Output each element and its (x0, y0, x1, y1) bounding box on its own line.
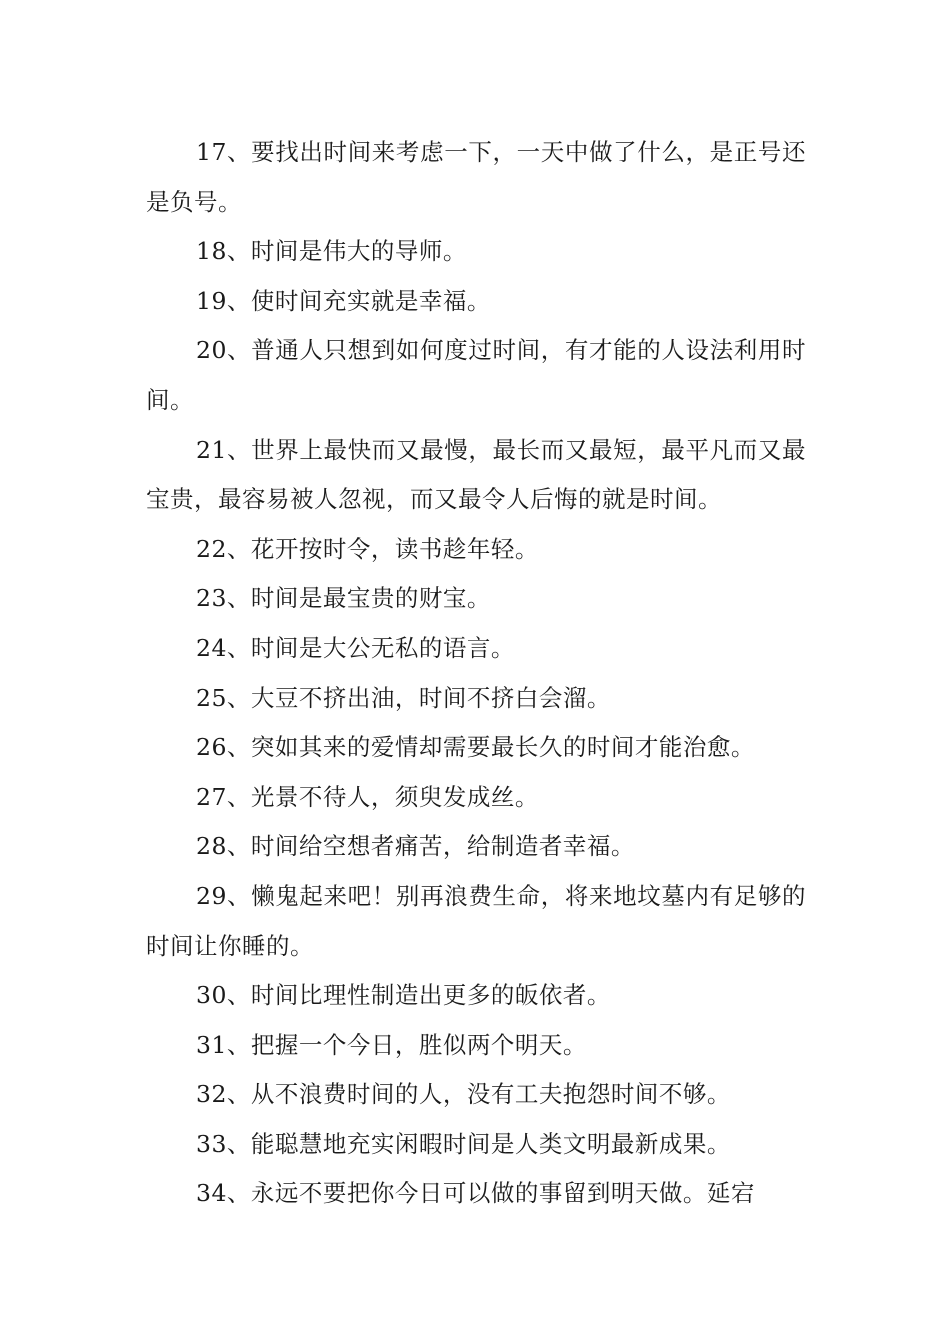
quote-paragraph-19: 19、使时间充实就是幸福。 (196, 286, 491, 315)
quote-paragraph-33: 33、能聪慧地充实闲暇时间是人类文明最新成果。 (196, 1129, 731, 1158)
quote-paragraph-29: 29、懒鬼起来吧！别再浪费生命，将来地坟墓内有足够的时间让你睡的。 (146, 881, 806, 960)
quote-paragraph-32: 32、从不浪费时间的人，没有工夫抱怨时间不够。 (196, 1080, 731, 1109)
quote-paragraph-30: 30、时间比理性制造出更多的皈依者。 (196, 981, 611, 1010)
quote-paragraph-17: 17、要找出时间来考虑一下，一天中做了什么，是正号还是负号。 (146, 138, 806, 216)
quote-paragraph-21: 21、世界上最快而又最慢，最长而又最短，最平凡而又最宝贵，最容易被人忽视，而又最令人后悔的就是时间。 (146, 435, 806, 514)
quote-paragraph-22: 22、花开按时令，读书趁年轻。 (196, 534, 539, 563)
quote-paragraph-25: 25、大豆不挤出油，时间不挤白会溜。 (196, 683, 611, 712)
quote-paragraph-27: 27、光景不待人，须臾发成丝。 (196, 782, 539, 811)
quote-paragraph-31: 31、把握一个今日，胜似两个明天。 (196, 1030, 587, 1059)
quote-paragraph-34: 34、永远不要把你今日可以做的事留到明天做。延宕 (196, 1179, 755, 1208)
quote-paragraph-18: 18、时间是伟大的导师。 (196, 237, 467, 266)
quote-paragraph-24: 24、时间是大公无私的语言。 (196, 633, 515, 662)
quote-paragraph-23: 23、时间是最宝贵的财宝。 (196, 584, 491, 613)
quote-paragraph-28: 28、时间给空想者痛苦，给制造者幸福。 (196, 832, 635, 861)
quote-paragraph-20: 20、普通人只想到如何度过时间，有才能的人设法利用时间。 (146, 336, 806, 414)
document-body (146, 128, 806, 1219)
quote-paragraph-26: 26、突如其来的爱情却需要最长久的时间才能治愈。 (196, 733, 755, 762)
